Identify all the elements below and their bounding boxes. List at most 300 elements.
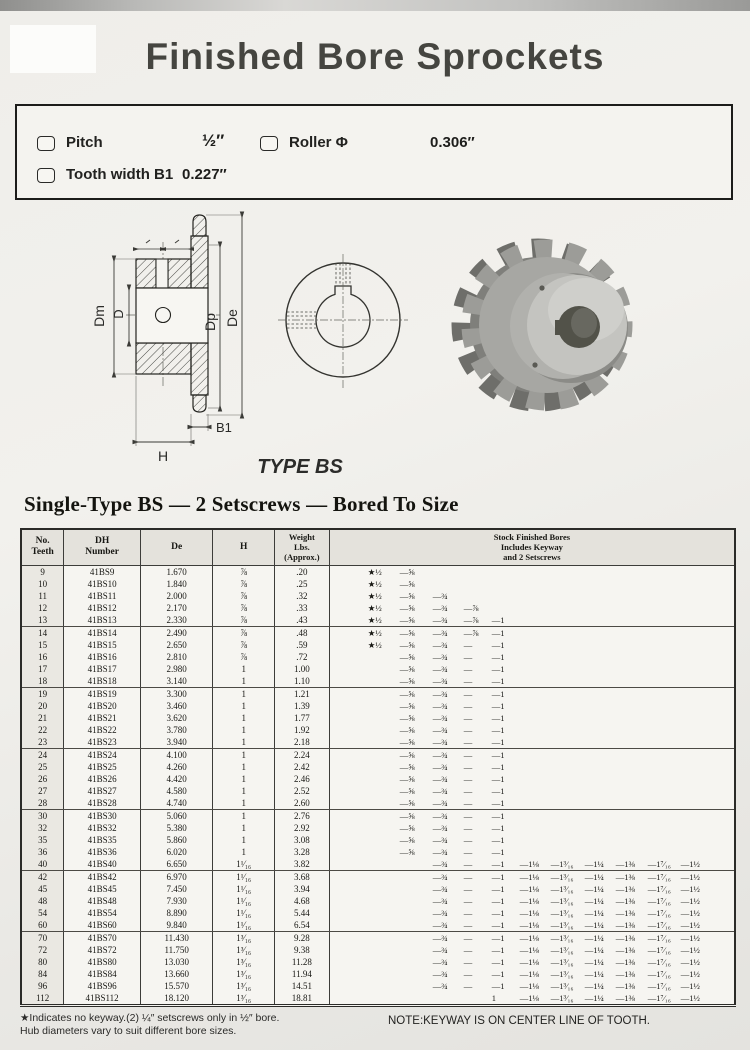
bore-value: —1⅛ [519, 896, 539, 906]
dh-number-cell: 41BS70 [64, 932, 141, 945]
bore-value [551, 566, 585, 578]
bores-cell [329, 639, 735, 651]
de-cell: 11.750 [140, 944, 213, 956]
de-cell: 5.860 [140, 834, 213, 846]
bores-cell [329, 797, 735, 810]
bore-value [520, 846, 551, 858]
bore-value: —1 [491, 676, 505, 686]
bore-value [520, 785, 551, 797]
bore-value: — [463, 969, 473, 979]
checkbox-icon [37, 168, 55, 183]
table-row [21, 785, 735, 797]
weight-cell: 2.46 [274, 773, 329, 785]
bore-value [492, 566, 520, 578]
bores-cell [329, 858, 735, 871]
bore-value: —1¼ [584, 957, 604, 967]
bore-value: —1 [491, 835, 505, 845]
bores-cell [329, 956, 735, 968]
bores-cell [329, 822, 735, 834]
col-header-teeth: No. Teeth [21, 529, 64, 566]
bore-value: —1 [491, 640, 505, 650]
tooth-width-value: 0.227″ [182, 166, 227, 183]
bore-value: —1¼ [584, 908, 604, 918]
bore-value: —1¼ [584, 884, 604, 894]
bore-value: —¾ [432, 615, 448, 625]
bore-value [433, 566, 464, 578]
bore-value [368, 736, 400, 748]
bore-value: —⅝ [399, 579, 415, 589]
bore-value [520, 810, 551, 822]
bore-value [520, 761, 551, 773]
bore-value: —1⅜ [615, 859, 635, 869]
weight-cell: 4.68 [274, 895, 329, 907]
bore-value [520, 602, 551, 614]
h-cell: 1 [213, 700, 275, 712]
bore-value [551, 578, 585, 590]
bore-value [551, 785, 585, 797]
h-cell: ⅞ [213, 614, 275, 627]
weight-cell: .20 [274, 566, 329, 579]
bore-value: —1 [491, 750, 505, 760]
de-cell: 4.420 [140, 773, 213, 785]
teeth-cell: 23 [21, 736, 64, 749]
bore-value: ★½ [367, 615, 382, 625]
weight-cell: 3.82 [274, 858, 329, 871]
bore-value [368, 785, 400, 797]
spec-box [15, 104, 733, 200]
bore-value: —¾ [432, 981, 448, 991]
table-row [21, 968, 735, 980]
teeth-cell: 96 [21, 980, 64, 992]
bore-value [368, 907, 400, 919]
bore-value: —¾ [432, 713, 448, 723]
bore-value [551, 846, 585, 858]
dh-number-cell: 41BS18 [64, 675, 141, 688]
table-row [21, 602, 735, 614]
bore-value [585, 663, 616, 675]
table-row [21, 907, 735, 919]
h-cell: 1 [213, 712, 275, 724]
bore-value [616, 797, 648, 809]
bore-value [520, 614, 551, 626]
bore-value [520, 712, 551, 724]
bore-value: — [463, 701, 473, 711]
h-cell: 1 [213, 822, 275, 834]
teeth-cell: 18 [21, 675, 64, 688]
bore-value [616, 675, 648, 687]
h-cell: ⅞ [213, 602, 275, 614]
bore-value [520, 566, 551, 578]
bore-value [400, 944, 433, 956]
dh-number-cell: 41BS40 [64, 858, 141, 871]
dh-number-cell: 41BS21 [64, 712, 141, 724]
bore-value [368, 797, 400, 809]
bore-value: —1 [491, 628, 505, 638]
teeth-cell: 12 [21, 602, 64, 614]
de-cell: 18.120 [140, 992, 213, 1006]
bore-value: ★½ [367, 603, 382, 613]
bore-value: —1⁷⁄₁₆ [647, 969, 671, 979]
bore-value [400, 992, 433, 1004]
bore-value [368, 956, 400, 968]
bore-value [648, 614, 681, 626]
bore-value: —⅞ [463, 615, 479, 625]
bore-value: —1⅛ [519, 993, 539, 1003]
bore-value [585, 724, 616, 736]
bore-value: —1⅜ [615, 933, 635, 943]
bore-value [585, 688, 616, 700]
bore-value: —¾ [432, 835, 448, 845]
bore-value: —1⁷⁄₁₆ [647, 993, 671, 1003]
h-cell: 1³⁄₁₆ [213, 992, 275, 1006]
bore-value: ★½ [367, 628, 382, 638]
de-cell: 3.460 [140, 700, 213, 712]
bore-value: —1⁷⁄₁₆ [647, 981, 671, 991]
dim-label-dm: Dm [91, 305, 107, 327]
bore-value [551, 663, 585, 675]
bore-value: —⅝ [399, 835, 415, 845]
bore-value [681, 602, 734, 614]
h-cell: 1 [213, 773, 275, 785]
bore-value: —¾ [432, 652, 448, 662]
bore-value: —1½ [680, 884, 700, 894]
bore-value [681, 566, 734, 578]
bore-value [616, 749, 648, 761]
bore-value: —1 [491, 823, 505, 833]
table-row [21, 578, 735, 590]
bore-value [585, 700, 616, 712]
bore-value [616, 663, 648, 675]
h-cell: ⅞ [213, 639, 275, 651]
dh-number-cell: 41BS27 [64, 785, 141, 797]
bore-value: —¾ [432, 737, 448, 747]
bore-value: —⅝ [399, 628, 415, 638]
bore-value: — [463, 981, 473, 991]
bore-value: —1¼ [584, 896, 604, 906]
teeth-cell: 80 [21, 956, 64, 968]
bores-cell [329, 980, 735, 992]
weight-cell: .48 [274, 627, 329, 640]
h-cell: ⅞ [213, 627, 275, 640]
bore-value [520, 749, 551, 761]
dh-number-cell: 41BS36 [64, 846, 141, 858]
bore-value [616, 736, 648, 748]
h-cell: 1¹⁄₁₆ [213, 895, 275, 907]
bore-value: —1³⁄₁₆ [550, 884, 574, 894]
bore-value [648, 590, 681, 602]
bore-value: — [463, 689, 473, 699]
bores-cell [329, 675, 735, 688]
bore-value: 1 [491, 993, 497, 1003]
bore-value: —1³⁄₁₆ [550, 993, 574, 1003]
bore-value [648, 846, 681, 858]
table-row [21, 944, 735, 956]
bore-value [648, 724, 681, 736]
weight-cell: 11.94 [274, 968, 329, 980]
bore-value: ★½ [367, 640, 382, 650]
bore-value [551, 712, 585, 724]
bore-value: — [463, 676, 473, 686]
bore-value [433, 992, 464, 1004]
table-row [21, 919, 735, 932]
dh-number-cell: 41BS25 [64, 761, 141, 773]
bores-cell [329, 810, 735, 823]
bore-value: — [463, 750, 473, 760]
weight-cell: 3.28 [274, 846, 329, 858]
checkbox-icon [260, 136, 278, 151]
de-cell: 4.260 [140, 761, 213, 773]
teeth-cell: 35 [21, 834, 64, 846]
dh-number-cell: 41BS19 [64, 688, 141, 701]
weight-cell: .25 [274, 578, 329, 590]
h-cell: ⅞ [213, 578, 275, 590]
bore-value [681, 639, 734, 651]
bore-value: — [463, 823, 473, 833]
weight-cell: .59 [274, 639, 329, 651]
bore-value: —¾ [432, 957, 448, 967]
bore-value [616, 712, 648, 724]
pitch-spec [37, 134, 103, 151]
de-cell: 2.330 [140, 614, 213, 627]
bore-value [551, 675, 585, 687]
bore-value [616, 785, 648, 797]
dh-number-cell: 41BS9 [64, 566, 141, 579]
h-cell: 1 [213, 736, 275, 749]
bore-value [368, 675, 400, 687]
bore-value [585, 651, 616, 663]
bores-cell [329, 895, 735, 907]
dh-number-cell: 41BS42 [64, 871, 141, 884]
weight-cell: 2.52 [274, 785, 329, 797]
bore-value: —1³⁄₁₆ [550, 969, 574, 979]
weight-cell: 1.92 [274, 724, 329, 736]
bore-value [551, 761, 585, 773]
bore-value: —1⅜ [615, 969, 635, 979]
bore-value: —⅝ [399, 774, 415, 784]
bore-value: —⅝ [399, 725, 415, 735]
bore-value: —1¼ [584, 859, 604, 869]
bore-value: —1³⁄₁₆ [550, 872, 574, 882]
bore-value: —1⁷⁄₁₆ [647, 859, 671, 869]
bore-value: —1 [491, 664, 505, 674]
bore-value: ★½ [367, 591, 382, 601]
bore-value [616, 773, 648, 785]
de-cell: 2.810 [140, 651, 213, 663]
de-cell: 7.930 [140, 895, 213, 907]
bore-value [616, 651, 648, 663]
bore-value [464, 578, 492, 590]
bores-cell [329, 578, 735, 590]
bore-value: —1⅜ [615, 920, 635, 930]
teeth-cell: 25 [21, 761, 64, 773]
teeth-cell: 45 [21, 883, 64, 895]
bore-value: — [463, 933, 473, 943]
bore-value [368, 810, 400, 822]
table-row [21, 883, 735, 895]
bore-value [681, 736, 734, 748]
bore-value [616, 810, 648, 822]
bore-value: —⅝ [399, 591, 415, 601]
bore-value: —1 [491, 615, 505, 625]
bores-cell [329, 736, 735, 749]
table-row [21, 614, 735, 627]
bore-value: ★½ [367, 579, 382, 589]
bore-value: —⅝ [399, 737, 415, 747]
bore-value: —1 [491, 872, 505, 882]
bore-value [368, 688, 400, 700]
bore-value: —1 [491, 774, 505, 784]
bore-value: —1½ [680, 908, 700, 918]
dh-number-cell: 41BS12 [64, 602, 141, 614]
bore-value [551, 822, 585, 834]
bore-value [400, 956, 433, 968]
bore-value [681, 822, 734, 834]
h-cell: 1³⁄₁₆ [213, 956, 275, 968]
bore-value [520, 639, 551, 651]
footnote-hub: Hub diameters vary to suit different bore sizes. [20, 1025, 237, 1037]
bores-cell [329, 663, 735, 675]
de-cell: 7.450 [140, 883, 213, 895]
bores-cell [329, 700, 735, 712]
dh-number-cell: 41BS96 [64, 980, 141, 992]
teeth-cell: 21 [21, 712, 64, 724]
de-cell: 5.060 [140, 810, 213, 823]
bore-value [681, 846, 734, 858]
bore-value [616, 566, 648, 578]
teeth-cell: 70 [21, 932, 64, 945]
teeth-cell: 54 [21, 907, 64, 919]
h-cell: ⅞ [213, 590, 275, 602]
bore-value: —¾ [432, 896, 448, 906]
bore-value: —1³⁄₁₆ [550, 920, 574, 930]
bore-value: ★½ [367, 567, 382, 577]
bore-value [551, 810, 585, 822]
de-cell: 1.840 [140, 578, 213, 590]
teeth-cell: 112 [21, 992, 64, 1006]
bore-value [400, 980, 433, 992]
bore-value: —1¼ [584, 920, 604, 930]
bores-cell [329, 907, 735, 919]
de-cell: 1.670 [140, 566, 213, 579]
bore-value [520, 700, 551, 712]
bore-value [368, 944, 400, 956]
table-row [21, 773, 735, 785]
table-row [21, 980, 735, 992]
table-row [21, 688, 735, 701]
bore-value [616, 846, 648, 858]
dh-number-cell: 41BS48 [64, 895, 141, 907]
dh-number-cell: 41BS45 [64, 883, 141, 895]
weight-cell: 2.42 [274, 761, 329, 773]
table-row [21, 992, 735, 1006]
section-title: Single-Type BS — 2 Setscrews — Bored To Size [24, 492, 459, 516]
bore-value: —¾ [432, 640, 448, 650]
teeth-cell: 72 [21, 944, 64, 956]
bore-value [585, 736, 616, 748]
bore-value: —1¼ [584, 945, 604, 955]
bore-value [368, 919, 400, 931]
bore-value: —1½ [680, 920, 700, 930]
bore-value [585, 785, 616, 797]
bore-value: —1³⁄₁₆ [550, 859, 574, 869]
bore-value: —1³⁄₁₆ [550, 981, 574, 991]
de-cell: 2.650 [140, 639, 213, 651]
bore-value [551, 590, 585, 602]
bore-value: —1½ [680, 945, 700, 955]
dh-number-cell: 41BS80 [64, 956, 141, 968]
bore-value: —¾ [432, 920, 448, 930]
bore-value [648, 627, 681, 639]
bore-value [368, 724, 400, 736]
h-cell: 1 [213, 797, 275, 810]
weight-cell: .32 [274, 590, 329, 602]
h-cell: 1¹⁄₁₆ [213, 858, 275, 871]
teeth-cell: 84 [21, 968, 64, 980]
de-cell: 5.380 [140, 822, 213, 834]
h-cell: 1 [213, 761, 275, 773]
teeth-cell: 22 [21, 724, 64, 736]
bore-value [368, 822, 400, 834]
front-view-diagram [268, 236, 418, 406]
roller-label: Roller Φ [289, 134, 348, 151]
bore-value [368, 761, 400, 773]
weight-cell: 3.68 [274, 871, 329, 884]
teeth-cell: 13 [21, 614, 64, 627]
h-cell: 1 [213, 688, 275, 701]
bore-value: —¾ [432, 603, 448, 613]
de-cell: 11.430 [140, 932, 213, 945]
bore-value [368, 712, 400, 724]
footnote-star: ★Indicates no keyway.(2) ¼″ setscrews only in ½″ bore. [20, 1012, 280, 1024]
bore-value: —1 [491, 798, 505, 808]
bore-value: —1 [491, 652, 505, 662]
bore-value: — [463, 945, 473, 955]
h-cell: 1¹⁄₁₆ [213, 883, 275, 895]
bore-value: —1⅛ [519, 884, 539, 894]
teeth-cell: 36 [21, 846, 64, 858]
bore-value: —⅝ [399, 750, 415, 760]
bore-value [400, 871, 433, 883]
bore-value: —1 [491, 933, 505, 943]
de-cell: 2.170 [140, 602, 213, 614]
bore-value [648, 566, 681, 578]
dh-number-cell: 41BS32 [64, 822, 141, 834]
bore-value: —1⅜ [615, 896, 635, 906]
dh-number-cell: 41BS30 [64, 810, 141, 823]
h-cell: 1¹⁄₁₆ [213, 919, 275, 932]
bore-value: — [463, 957, 473, 967]
col-header-h: H [213, 529, 275, 566]
bores-cell [329, 919, 735, 932]
weight-cell: 5.44 [274, 907, 329, 919]
bore-value: —¾ [432, 823, 448, 833]
dh-number-cell: 41BS112 [64, 992, 141, 1006]
bore-value: — [463, 664, 473, 674]
bore-value: —¾ [432, 798, 448, 808]
bore-value: —¾ [432, 762, 448, 772]
bore-value [681, 773, 734, 785]
bore-value [648, 785, 681, 797]
bores-cell [329, 749, 735, 762]
table-row [21, 639, 735, 651]
bore-value [648, 578, 681, 590]
teeth-cell: 16 [21, 651, 64, 663]
bore-value [368, 834, 400, 846]
bore-value [648, 651, 681, 663]
bore-value [585, 639, 616, 651]
bore-value [681, 810, 734, 822]
bore-value: —1³⁄₁₆ [550, 908, 574, 918]
